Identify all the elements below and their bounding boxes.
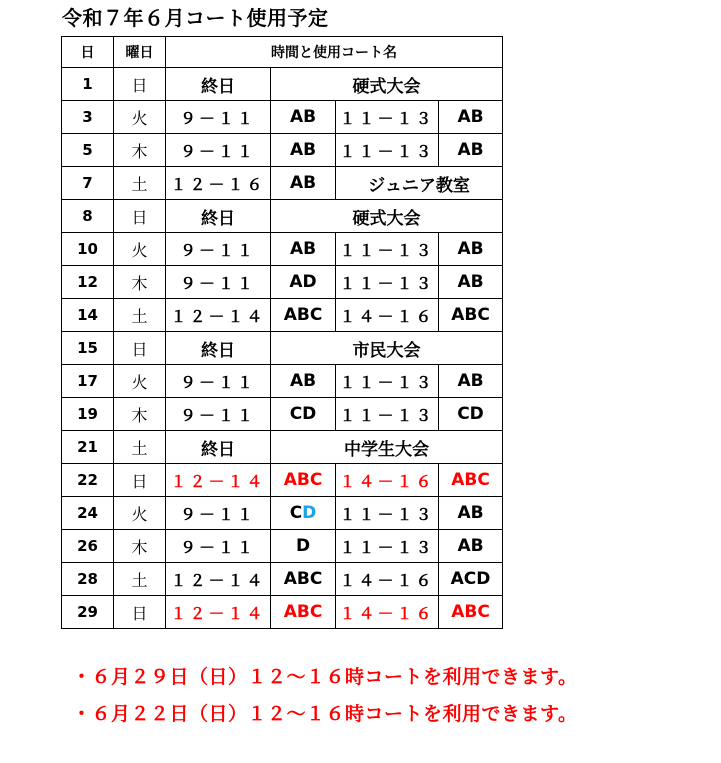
table-row: [62, 233, 503, 266]
day-cell: 28: [62, 563, 114, 596]
weekday-cell: 日: [114, 596, 166, 629]
day-cell: 8: [62, 200, 114, 233]
time-cell: ９－１１: [166, 266, 271, 299]
court-cell: ABC: [439, 464, 503, 497]
event-cell: ジュニア教室: [336, 167, 503, 200]
court-cell: ACD: [439, 563, 503, 596]
time-cell: １４－１６: [336, 596, 439, 629]
day-cell: 12: [62, 266, 114, 299]
time-cell: １１－１３: [336, 530, 439, 563]
time-cell: １１－１３: [336, 365, 439, 398]
time-cell: １２－１４: [166, 299, 271, 332]
time-cell: ９－１１: [166, 101, 271, 134]
court-cell: AB: [271, 167, 336, 200]
day-cell: 14: [62, 299, 114, 332]
time-cell: ９－１１: [166, 398, 271, 431]
weekday-cell: 土: [114, 563, 166, 596]
court-cell: AB: [439, 101, 503, 134]
event-cell: 硬式大会: [271, 200, 503, 233]
court-cell: ABC: [271, 464, 336, 497]
weekday-cell: 土: [114, 431, 166, 464]
court-cell: AB: [439, 530, 503, 563]
table-row: [62, 167, 503, 200]
weekday-cell: 木: [114, 398, 166, 431]
time-cell: １４－１６: [336, 464, 439, 497]
time-cell: １１－１３: [336, 497, 439, 530]
court-letter-blue: D: [302, 503, 317, 523]
court-cell: ABC: [439, 596, 503, 629]
weekday-cell: 木: [114, 266, 166, 299]
weekday-cell: 土: [114, 167, 166, 200]
weekday-cell: 木: [114, 530, 166, 563]
weekday-cell: 火: [114, 365, 166, 398]
day-cell: 10: [62, 233, 114, 266]
notice-item: ・６月２９日（日）１２～１６時コートを利用できます。: [72, 666, 578, 688]
court-cell: D: [271, 530, 336, 563]
day-cell: 21: [62, 431, 114, 464]
time-cell: ９－１１: [166, 365, 271, 398]
day-cell: 19: [62, 398, 114, 431]
day-cell: 26: [62, 530, 114, 563]
day-cell: 5: [62, 134, 114, 167]
time-cell: ９－１１: [166, 530, 271, 563]
weekday-cell: 土: [114, 299, 166, 332]
table-row: [62, 497, 503, 530]
table-header-row: [62, 37, 503, 68]
event-cell: 硬式大会: [271, 68, 503, 101]
court-cell: AB: [271, 233, 336, 266]
table-row: [62, 431, 503, 464]
court-cell: AB: [439, 497, 503, 530]
court-cell: ABC: [271, 299, 336, 332]
court-cell: ABC: [439, 299, 503, 332]
time-cell: １１－１３: [336, 233, 439, 266]
day-cell: 7: [62, 167, 114, 200]
time-cell: １２－１４: [166, 464, 271, 497]
table-row: [62, 563, 503, 596]
time-cell: １４－１６: [336, 299, 439, 332]
time-cell: 終日: [166, 68, 271, 101]
weekday-cell: 日: [114, 332, 166, 365]
weekday-cell: 火: [114, 233, 166, 266]
table-row: [62, 398, 503, 431]
weekday-cell: 日: [114, 200, 166, 233]
weekday-cell: 木: [114, 134, 166, 167]
court-cell: CD: [439, 398, 503, 431]
day-cell: 17: [62, 365, 114, 398]
day-cell: 3: [62, 101, 114, 134]
header-weekday: 曜日: [114, 37, 166, 68]
event-cell: 市民大会: [271, 332, 503, 365]
notice-item: ・６月２２日（日）１２～１６時コートを利用できます。: [72, 703, 578, 725]
time-cell: １１－１３: [336, 134, 439, 167]
time-cell: １１－１３: [336, 266, 439, 299]
day-cell: 15: [62, 332, 114, 365]
time-cell: 終日: [166, 431, 271, 464]
court-cell: [271, 497, 336, 530]
time-cell: １１－１３: [336, 398, 439, 431]
court-letter: C: [289, 503, 303, 523]
court-cell: ABC: [271, 563, 336, 596]
table-row: [62, 68, 503, 101]
table-row: [62, 299, 503, 332]
table-row: [62, 332, 503, 365]
header-detail: 時間と使用コート名: [166, 37, 503, 68]
table-row: [62, 134, 503, 167]
court-cell: CD: [271, 398, 336, 431]
court-cell: AB: [439, 233, 503, 266]
court-cell: AB: [439, 266, 503, 299]
event-cell: 中学生大会: [271, 431, 503, 464]
time-cell: 終日: [166, 332, 271, 365]
time-cell: ９－１１: [166, 134, 271, 167]
court-cell: ABC: [271, 596, 336, 629]
court-cell: AB: [439, 134, 503, 167]
notice-list: [72, 664, 577, 738]
time-cell: １２－１４: [166, 596, 271, 629]
table-row: [62, 365, 503, 398]
header-day: 日: [62, 37, 114, 68]
court-cell: AB: [439, 365, 503, 398]
time-cell: １２－１６: [166, 167, 271, 200]
time-cell: ９－１１: [166, 233, 271, 266]
time-cell: １４－１６: [336, 563, 439, 596]
day-cell: 24: [62, 497, 114, 530]
day-cell: 22: [62, 464, 114, 497]
weekday-cell: 火: [114, 101, 166, 134]
time-cell: １２－１４: [166, 563, 271, 596]
court-cell: AB: [271, 365, 336, 398]
time-cell: 終日: [166, 200, 271, 233]
court-cell: AD: [271, 266, 336, 299]
schedule-table: [61, 36, 503, 629]
time-cell: ９－１１: [166, 497, 271, 530]
table-row: [62, 596, 503, 629]
day-cell: 29: [62, 596, 114, 629]
page-title: 令和７年６月コート使用予定: [62, 6, 329, 30]
day-cell: 1: [62, 68, 114, 101]
weekday-cell: 火: [114, 497, 166, 530]
table-row: [62, 101, 503, 134]
time-cell: １１－１３: [336, 101, 439, 134]
weekday-cell: 日: [114, 68, 166, 101]
table-row: [62, 266, 503, 299]
weekday-cell: 日: [114, 464, 166, 497]
table-row: [62, 464, 503, 497]
table-row: [62, 530, 503, 563]
table-row: [62, 200, 503, 233]
court-cell: AB: [271, 101, 336, 134]
court-cell: AB: [271, 134, 336, 167]
